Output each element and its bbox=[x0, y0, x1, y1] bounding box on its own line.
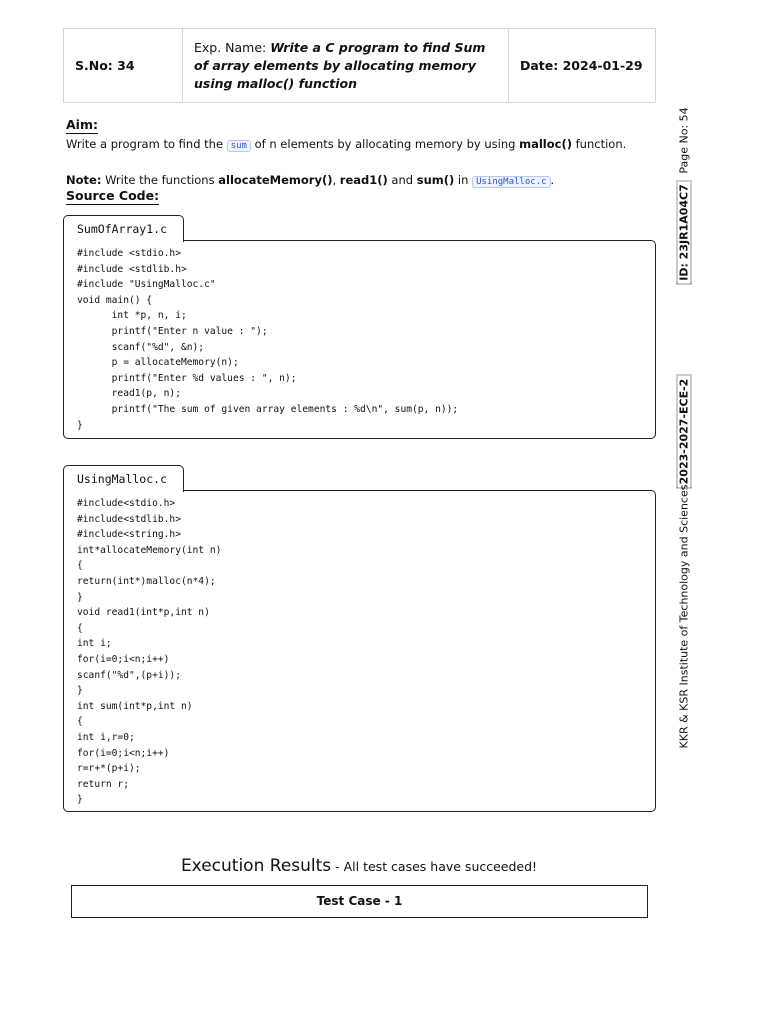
sum-code-chip: sum bbox=[227, 140, 251, 152]
note-function: allocateMemory() bbox=[218, 173, 333, 187]
aim-text-part: Write a program to find the bbox=[66, 137, 227, 151]
file-tab-sumofarray[interactable]: SumOfArray1.c bbox=[63, 215, 184, 242]
page-number-text: Page No: 54 bbox=[677, 107, 691, 174]
institute-name-text: KKR & KSR Institute of Technology and Sciences bbox=[677, 484, 691, 749]
source-code: #include <stdio.h> #include <stdlib.h> #include "UsingMalloc.c" void main() { int *p, n, i; printf("Enter n value : "); scanf("%d", &n); p = allocateMemory(n); printf("Enter %d values : ", n); read1(p, n); printf("The sum of given array elements : %d\n", sum(p, n)); } bbox=[77, 248, 459, 431]
aim-text-part: of n elements by allocating memory by using bbox=[250, 137, 520, 151]
execution-results-heading bbox=[0, 856, 718, 876]
experiment-date: Date: 2024-01-29 bbox=[520, 57, 643, 73]
aim-text-part: function. bbox=[571, 137, 627, 151]
note-text-part: . bbox=[550, 173, 555, 187]
code-block-usingmalloc bbox=[63, 490, 656, 812]
execution-results-status: - All test cases have succeeded! bbox=[331, 859, 538, 874]
note-text-part: Write the functions bbox=[101, 173, 219, 187]
source-code: #include<stdio.h> #include<stdlib.h> #include<string.h> int*allocateMemory(int n) { return(int*)malloc(n*4); } void read1(int*p,int n) { int i; for(i=0;i<n;i++) scanf("%d",(p+i)); } int sum(int*p,int n) { int i,r=0; for(i=0;i<n;i++) r=r+*(p+i); return r; } bbox=[77, 498, 222, 806]
note-text-part: in bbox=[454, 173, 473, 187]
note-function: read1() bbox=[339, 173, 388, 187]
file-code-chip: UsingMalloc.c bbox=[472, 176, 550, 188]
test-case-header[interactable]: Test Case - 1 bbox=[71, 885, 648, 918]
file-tab-usingmalloc[interactable]: UsingMalloc.c bbox=[63, 465, 184, 492]
aim-text bbox=[66, 136, 626, 154]
experiment-header bbox=[63, 28, 656, 103]
experiment-name-label: Exp. Name: bbox=[194, 39, 271, 55]
experiment-name: Write a C program to find Sum of array elements by allocating memory using malloc() function bbox=[194, 39, 486, 91]
aim-malloc: malloc() bbox=[519, 137, 572, 151]
note-function: sum() bbox=[416, 173, 455, 187]
execution-results-title: Execution Results bbox=[180, 856, 332, 876]
aim-heading: Aim: bbox=[66, 117, 98, 132]
source-code-heading: Source Code: bbox=[66, 188, 160, 203]
note-text-part: , bbox=[332, 173, 340, 187]
experiment-name-cell bbox=[183, 29, 509, 102]
serial-number: S.No: 34 bbox=[64, 29, 183, 102]
note-text-part: and bbox=[387, 173, 417, 187]
student-id-text: ID: 23JR1A04C7 bbox=[677, 180, 692, 285]
batch-code-text: 2023-2027-ECE-2 bbox=[677, 375, 692, 489]
code-block-sumofarray bbox=[63, 240, 656, 439]
note-label: Note: bbox=[66, 173, 102, 187]
